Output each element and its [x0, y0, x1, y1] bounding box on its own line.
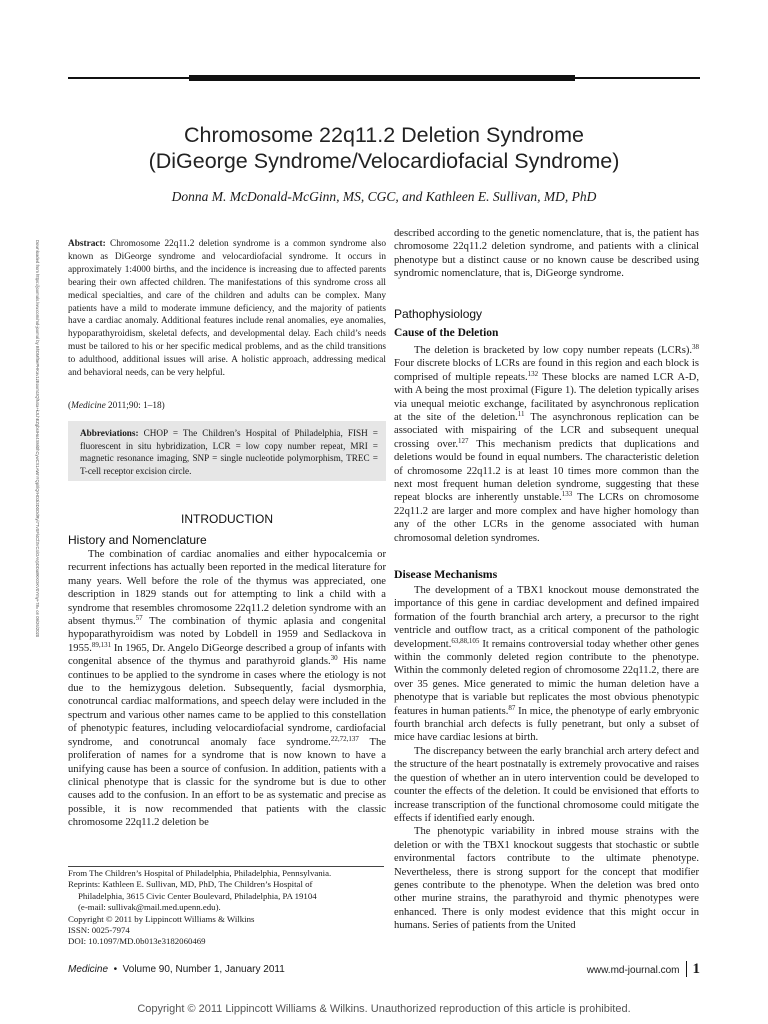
page-number: 1 — [686, 961, 701, 977]
citation-rest: 2011;90: 1–18) — [105, 401, 165, 411]
footnote-affiliation: From The Children’s Hospital of Philadelphia, Philadelphia, Pennsylvania. — [68, 868, 332, 878]
footnote-rule — [68, 866, 384, 867]
disease-mechanisms-text: The development of a TBX1 knockout mouse demonstrated the importance of this gene in cardiac development and defined impaired formation of the fourth branchial arch artery, a precursor to the right ventricle and outflow tract, as a critical component of the pathologic development.$^{63,88,105}$ It remains controversial today whether other genes within the commonly deleted region contribute to the phenotype. Within the commonly deleted region of chromosome 22q11.2, there are over 35 genes. Mice generated to mimic the human deletion have a phenotype that is variable but replicates the most obvious phenotypic features in human patients.$^{87}$ In mice, the phenotype of early embryonic fourth branchial arch defects is fully penetrant, but only a subset of mice have cardiac lesions at birth. The discrepancy between the early branchial arch artery defect and the structure of the heart postnatally is extremely provocative and raises the question of whether an in utero intervention could be developed to counter the effects of the deletion. It could be envisioned that efforts to increase transcription of the functional chromosome could mitigate the effects if identified early enough. The phenotypic variability in inbred mouse strains with the deletion or with the TBX1 knockout suggests that stochastic or subtle environmental factors contribute to the ultimate phenotype. Nevertheless, there is strong support for the concept that modifier genes contribute to the phenotype. When the deletion was bred onto other murine strains, the parathyroid and thymic phenotypes were enhanced. There is only modest evidence that this might occur in humans. Series of patients from the United — [394, 585, 699, 932]
cause-paragraph: The deletion is bracketed by low copy number repeats (LCRs).$^{38}$ Four discrete blocks of LCRs are found in this region and each block is comprised of multiple repeats.$^{132}$ These blocks are named LCR A-D, with A being the most proximal (Figure 1). The deletion typically arises via unequal meiotic exchange, facilitated by asynchronous replication at the site of the deletion.$^{11}$ The asynchronous replication can be associated with mispairing of the LCR and subsequent unequal crossing over.$^{127}$ This mechanism predicts that duplications and deletions would be found in equal numbers. The characteristic deletion of chromosome 22q11.2 is at least 10 times more common than the next most frequent human deletion syndrome, suggesting that these repeat blocks are inherently unstable.$^{133}$ The LCRs on chromosome 22q11.2 are larger and more complex and have higher homology than any of the other LCRs in the genome associated with human chromosomal deletion syndromes. — [394, 343, 699, 544]
footnotes — [68, 868, 386, 948]
authors: Donna M. McDonald-McGinn, MS, CGC, and Kathleen E. Sullivan, MD, PhD — [171, 189, 597, 204]
footer-issue: Volume 90, Number 1, January 2011 — [122, 964, 285, 975]
title-line-2: (DiGeorge Syndrome/Velocardiofacial Syndrome) — [148, 149, 620, 173]
header-bar — [189, 75, 575, 81]
cause-heading: Cause of the Deletion — [394, 327, 499, 339]
citation: (Medicine 2011;90: 1–18) — [68, 401, 165, 411]
footnote-email[interactable]: (e-mail: sullivak@mail.med.upenn.edu). — [78, 902, 221, 913]
abstract-text: Chromosome 22q11.2 deletion syndrome is a common syndrome also known as DiGeorge syndrome and velocardiofacial syndrome. It occurs in approximately 1:4000 births, and the incidence is increasing due to affected parents bearing their own affected children. The manifestations of this syndrome cross all medical specialties, and care of the children and adults can be complex. Many patients have a mild to moderate immune deficiency, and the majority of patients have a cardiac anomaly. Additional features include renal anomalies, eye anomalies, hypoparathyroidism, skeletal defects, and developmental delay. Each child’s needs must be tailored to his or her specific medical problems, and as the child transitions to adulthood, additional issues will arise. A holistic approach, addressing medical and behavioral needs, can be very helpful. — [68, 239, 386, 379]
footnote-doi[interactable]: DOI: 10.1097/MD.0b013e3182060469 — [68, 936, 206, 947]
disease-mechanisms-heading: Disease Mechanisms — [394, 567, 498, 581]
abbreviations-label: Abbreviations: — [80, 428, 139, 438]
history-heading: History and Nomenclature — [68, 533, 207, 547]
abstract — [68, 238, 386, 380]
footer-journal: Medicine — [68, 964, 109, 975]
abbreviations-box — [68, 421, 386, 481]
nomenclature-continuation: described according to the genetic nomenclature, that is, the patient has chromosome 22q11.2 deletion syndrome, and patients with a clinical phenotype but a distinct cause or no known cause be described using syndromic nomenclature, that is, DiGeorge syndrome. — [394, 228, 699, 280]
footer-right — [587, 961, 700, 978]
footnote-address: Philadelphia, 3615 Civic Center Boulevard, Philadelphia, PA 19104 — [78, 890, 317, 901]
pathophysiology-heading: Pathophysiology — [394, 307, 483, 321]
footer-journal-info: Medicine • Volume 90, Number 1, January 2011 — [68, 964, 285, 975]
copyright-notice: Copyright © 2011 Lippincott Williams & Wilkins. Unauthorized reproduction of this article is prohibited. — [137, 1003, 631, 1015]
history-paragraph: The combination of cardiac anomalies and either hypocalcemia or recurrent infections has actually been reported in the medical literature for many years. Well before the role of the thymus was appreciated, one description in 1829 stands out for attempting to link a child with a syndrome that resembles chromosome 22q11.2 deletion syndrome with an absent thymus.$^{57}$ The combination of thymic aplasia and congenital hypoparathyroidism was noted by Lobdell in 1959 and Sedlackova in 1955.$^{89,131}$ In 1965, Dr. Angelo DiGeorge described a group of infants with congenital absence of the thymus and parathyroid glands.$^{30}$ His name continues to be applied to the syndrome in cases where the etiology is not due to the hemizygous deletion. Subsequently, facial dysmorphia, conotruncal cardiac malformations, and speech delay were included in the spectrum and various other names came to be applied to this constellation of phenotypic features, including velocardiofacial syndrome, cardiofacial syndrome, and conotruncal anomaly face syndrome.$^{22,72,137}$ The proliferation of names for a syndrome that is now known to have a unifying cause has been a source of confusion. In addition, patients with a clinical phenotype that is classic for the syndrome but is due to other causes add to the confusion. In an effort to be as systematic and precise as possible, it is now recommended that patients with the classic chromosome 22q11.2 deletion be — [68, 549, 387, 829]
title-line-1: Chromosome 22q11.2 Deletion Syndrome — [184, 123, 584, 147]
download-sidebar-text: Downloaded from https://journals.lww.com/md-journal by BhDMf5ePHKav1zEoum1tQfN4a+kJLhEZgbsIHo4XMi0hCywCX1AWnYQp/IlQrHD3i3D0OdRyi7TvSFl4Cf3VC4/OAVpDDa8KKGKV0Ymy+78= on 09/26/2020 — [35, 240, 40, 638]
article-title — [68, 122, 700, 174]
download-sidebar — [30, 240, 42, 800]
footer-url[interactable]: www.md-journal.com — [586, 965, 680, 976]
footnote-issn: ISSN: 0025-7974 — [68, 925, 130, 936]
abstract-label: Abstract: — [68, 239, 106, 249]
citation-journal: Medicine — [71, 401, 106, 411]
footnote-copyright: Copyright © 2011 by Lippincott Williams & Wilkins — [68, 913, 255, 924]
abbreviations-text: CHOP = The Children’s Hospital of Philadelphia, FISH = fluorescent in situ hybridization, LCR = low copy number repeat, MRI = magnetic resonance imaging, SNP = single nucleotide polymorphism, TREC = T-cell receptor excision circle. — [80, 428, 378, 476]
intro-heading: INTRODUCTION — [181, 512, 273, 526]
footnote-reprints: Reprints: Kathleen E. Sullivan, MD, PhD, The Children’s Hospital of — [68, 879, 313, 890]
